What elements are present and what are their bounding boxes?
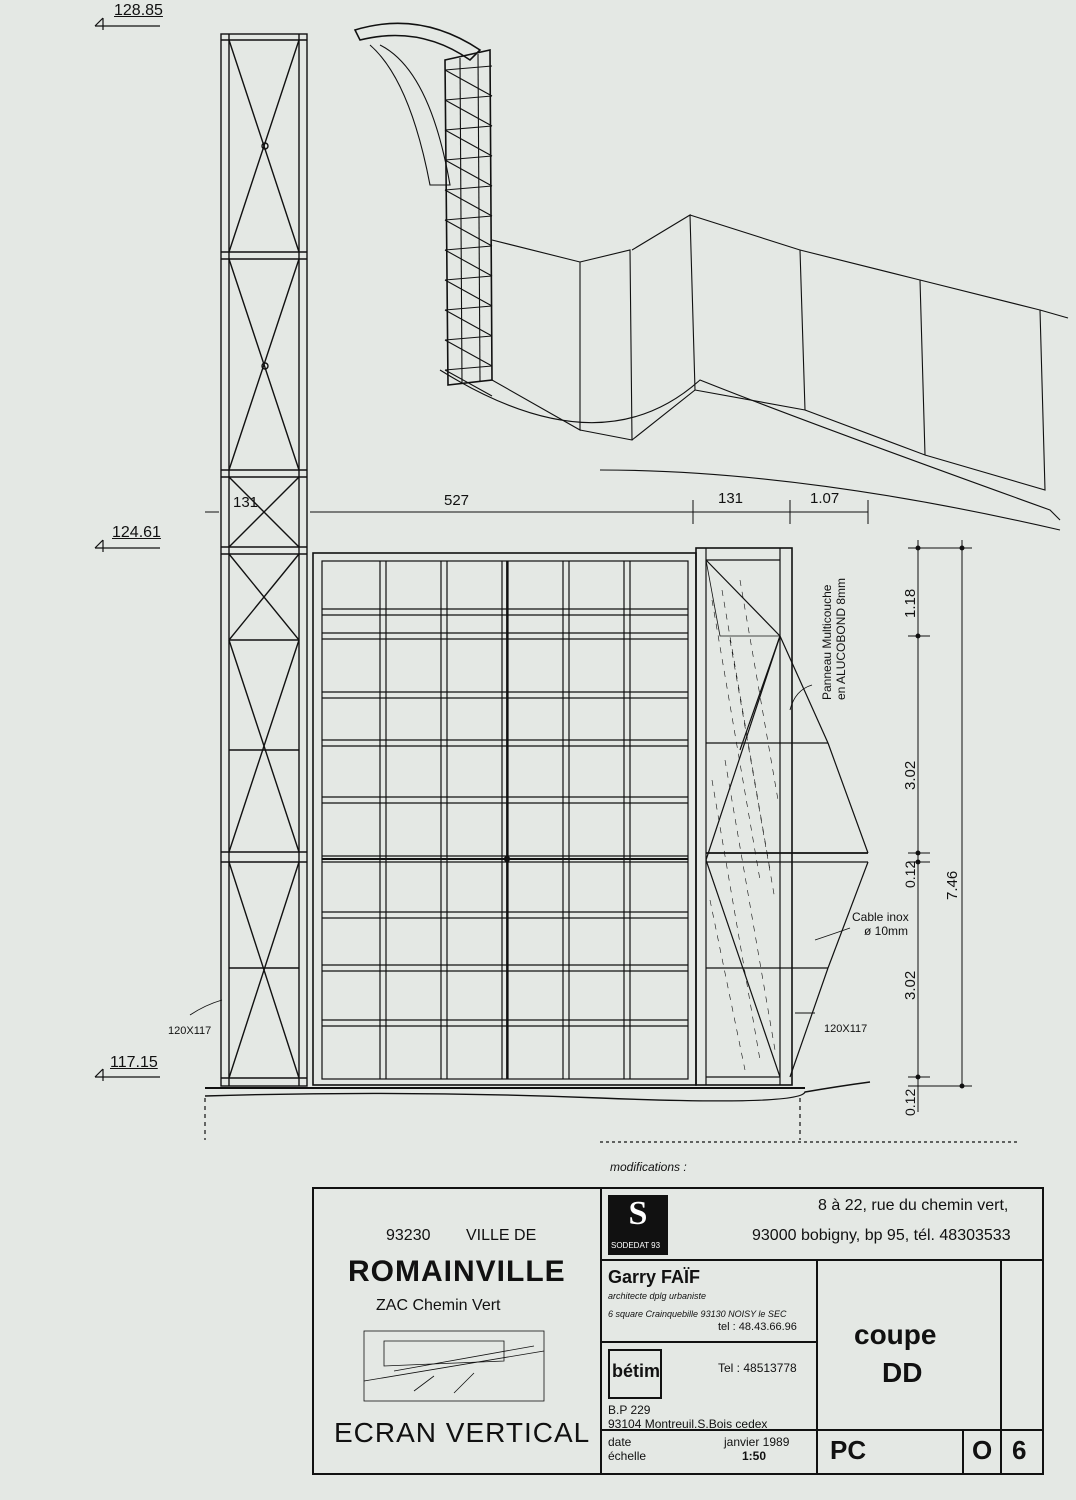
sketch-tower-rung [445, 186, 492, 190]
sodedat-cell [602, 1189, 1042, 1261]
sketch-tower-brace [445, 160, 492, 186]
sodedat-logo-text: SODEDAT 93 [611, 1241, 661, 1250]
scale-label: échelle [608, 1449, 647, 1463]
sketch-tower-rung [445, 336, 492, 340]
sketch-tower-rung [445, 276, 492, 280]
blank-cell-1 [1002, 1261, 1042, 1431]
sheet-number-a: O [972, 1435, 993, 1465]
dim-right-module: 131 [718, 490, 744, 507]
sketch-tower-rung [445, 366, 492, 370]
cable-annotation-1: Cable inox [852, 910, 909, 924]
sketch-tower-rung [445, 216, 492, 220]
sheet-number-b: 6 [1012, 1435, 1027, 1465]
zac-name: ZAC Chemin Vert [376, 1297, 501, 1314]
sketch-tower-rung [445, 246, 492, 250]
lattice-tower [221, 34, 307, 1086]
screen-grid [313, 553, 696, 1085]
architect-cell [602, 1261, 818, 1343]
address-line-1: 8 à 22, rue du chemin vert, [818, 1197, 1009, 1214]
architect-tel: tel : 48.43.66.96 [718, 1321, 797, 1333]
betim-tel: Tel : 48513778 [718, 1361, 797, 1375]
phase-value: PC [830, 1435, 867, 1465]
project-cell [314, 1189, 602, 1473]
city-name: ROMAINVILLE [348, 1255, 566, 1288]
betim-logo-text: bétim [612, 1361, 661, 1381]
dim-right-module-2: 1.07 [810, 490, 840, 507]
drawing-title-1: coupe [854, 1319, 937, 1350]
profile-right-annotation: 120X117 [824, 1023, 868, 1035]
sodedat-s-icon: S [628, 1195, 648, 1232]
betim-city: 93104 Montreuil.S.Bois cedex [608, 1417, 768, 1431]
date-label: date [608, 1435, 632, 1449]
sketch-tower-brace [445, 250, 492, 276]
betim-cell [602, 1343, 818, 1431]
date-cell [602, 1431, 818, 1473]
sketch-tower-rung [445, 306, 492, 310]
sheet-cell-a [964, 1431, 1002, 1473]
sheet-cell-b [1002, 1431, 1042, 1473]
level-label-mid: 124.61 [112, 524, 161, 541]
panel-annotation-1: Panneau Multicouche [820, 584, 834, 700]
sketch-tower-brace [445, 100, 492, 126]
dim-v1: 1.18 [902, 588, 919, 618]
modifications-label: modifications : [610, 1160, 687, 1174]
project-name: ECRAN VERTICAL [334, 1417, 591, 1448]
postcode: 93230 [386, 1227, 431, 1244]
level-label-top: 128.85 [114, 2, 163, 19]
address-line-2: 93000 bobigny, bp 95, tél. 48303533 [752, 1227, 1011, 1244]
sketch-tower-brace [445, 190, 492, 216]
sketch-tower-brace [445, 70, 492, 96]
dim-v2: 3.02 [902, 760, 919, 790]
dim-v5: 0.12 [902, 1088, 918, 1116]
betim-logo [608, 1349, 662, 1399]
level-label-bottom: 117.15 [110, 1054, 158, 1071]
architect-title: architecte dplg urbaniste [608, 1291, 707, 1301]
date-value: janvier 1989 [724, 1435, 790, 1449]
sketch-tower-rung [445, 66, 492, 70]
dim-tower-width: 131 [233, 494, 259, 511]
dim-screen-span: 527 [444, 492, 470, 509]
dim-v3: 0.12 [902, 860, 918, 888]
sodedat-logo [608, 1195, 668, 1255]
sketch-tower-rung [445, 126, 492, 130]
title-block [312, 1187, 1044, 1475]
drawing-title-2: DD [882, 1357, 923, 1388]
sketch-tower-rung [445, 96, 492, 100]
cable-annotation-2: ø 10mm [864, 924, 909, 938]
sketch-tower-brace [445, 130, 492, 156]
site-map-sketch [354, 1321, 554, 1411]
dim-v4: 3.02 [902, 970, 919, 1000]
architect-address: 6 square Crainquebille 93130 NOISY le SEC [608, 1309, 787, 1319]
perspective-sketch [355, 23, 1068, 530]
panel-annotation-2: en ALUCOBOND 8mm [834, 577, 848, 700]
phase-cell [818, 1431, 964, 1473]
sketch-tower-brace [445, 310, 492, 336]
dim-total: 7.46 [944, 870, 961, 900]
architect-name: Garry FAÏF [608, 1267, 701, 1287]
profile-left-annotation: 120X117 [168, 1025, 212, 1037]
sketch-tower-brace [445, 220, 492, 246]
sketch-tower-rung [445, 156, 492, 160]
drawing-title-cell [818, 1261, 1002, 1431]
scale-value: 1:50 [742, 1449, 767, 1463]
sketch-tower-brace [445, 340, 492, 366]
city-prefix: VILLE DE [466, 1227, 537, 1244]
sketch-tower-brace [445, 280, 492, 306]
betim-bp: B.P 229 [608, 1403, 651, 1417]
ground-line [205, 1082, 1020, 1142]
